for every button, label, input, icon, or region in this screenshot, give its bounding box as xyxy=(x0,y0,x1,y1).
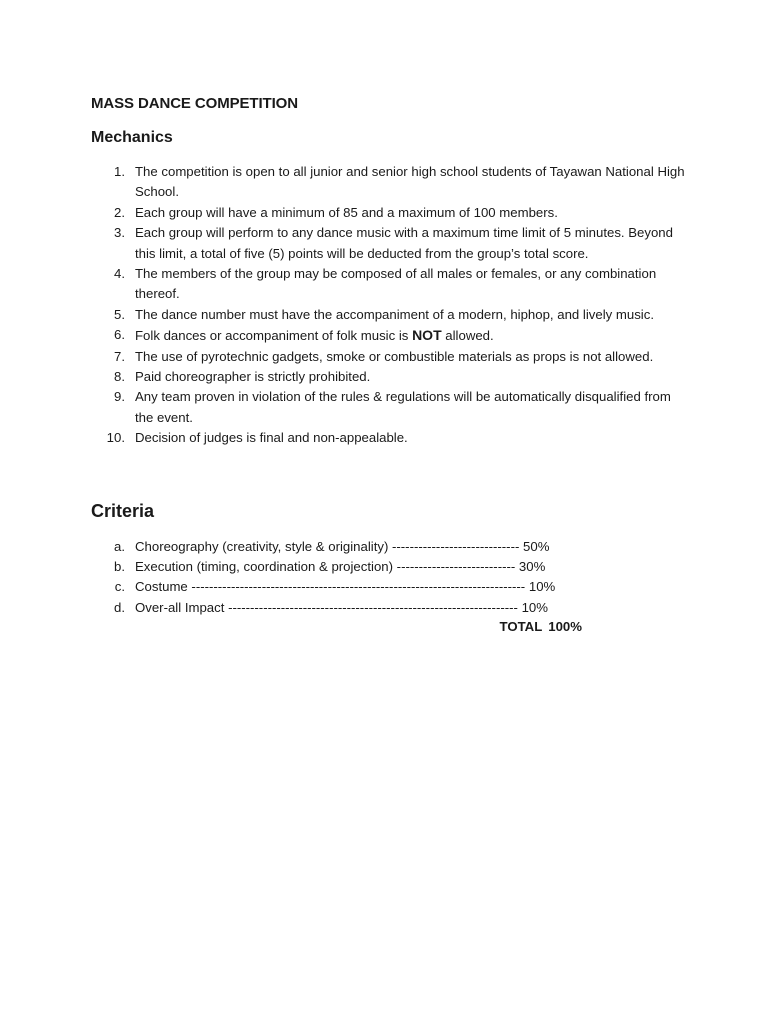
mechanics-item-number: 2. xyxy=(114,204,125,220)
mechanics-item-number: 3. xyxy=(114,225,125,241)
criteria-item xyxy=(91,577,611,597)
emphasis-not: NOT xyxy=(412,327,442,344)
mechanics-item xyxy=(91,305,691,325)
total-label: TOTAL xyxy=(499,619,543,634)
mechanics-item-number: 9. xyxy=(114,389,125,405)
criteria-item xyxy=(91,557,611,577)
criteria-item-letter: c. xyxy=(114,579,125,595)
mechanics-item xyxy=(91,203,691,223)
mechanics-item-text: Each group will perform to any dance music with a maximum time limit of 5 minutes. Beyond this limit, a total of five (5) points will be deducted from the group’s total score. xyxy=(135,225,673,261)
criteria-item-text: Over-all Impact ------------------------------------------------------------------ 10% xyxy=(135,599,548,615)
criteria-item-text: Execution (timing, coordination & projection) --------------------------- 30% xyxy=(135,559,546,575)
criteria-item-text: Choreography (creativity, style & originality) ----------------------------- 50% xyxy=(135,539,550,554)
mechanics-item-text xyxy=(135,328,494,343)
criteria-item-text: Costume ---------------------------------------------------------------------------- 10% xyxy=(135,579,556,595)
criteria-heading: Criteria xyxy=(91,501,155,521)
criteria-total xyxy=(440,619,582,634)
mechanics-item xyxy=(91,347,691,367)
mechanics-item-number: 5. xyxy=(114,306,125,322)
mechanics-item-text-before: Folk dances or accompaniment of folk music is xyxy=(135,328,413,344)
criteria-item-letter: d. xyxy=(114,599,125,615)
mechanics-heading: Mechanics xyxy=(91,129,173,146)
mechanics-item-number: 7. xyxy=(114,348,125,364)
mechanics-item xyxy=(91,223,691,264)
mechanics-item-text: Paid choreographer is strictly prohibited. xyxy=(135,369,371,385)
mechanics-item xyxy=(91,162,691,203)
mechanics-item-text: The use of pyrotechnic gadgets, smoke or combustible materials as props is not allowed. xyxy=(135,348,654,364)
mechanics-item-text: The competition is open to all junior and senior high school students of Tayawan National High School. xyxy=(135,164,685,200)
mechanics-list xyxy=(91,162,691,449)
mechanics-item-text: The dance number must have the accompaniment of a modern, hiphop, and lively music. xyxy=(135,306,654,322)
mechanics-item xyxy=(91,387,691,428)
mechanics-item-text: Any team proven in violation of the rules & regulations will be automatically disqualified from the event. xyxy=(135,389,671,425)
mechanics-item-number: 4. xyxy=(114,266,125,282)
criteria-item xyxy=(91,598,611,618)
mechanics-item-number: 1. xyxy=(114,164,125,179)
mechanics-item-number: 8. xyxy=(114,369,125,385)
mechanics-item xyxy=(91,325,691,346)
mechanics-item-text: Each group will have a minimum of 85 and a maximum of 100 members. xyxy=(135,204,558,220)
criteria-item-letter: b. xyxy=(114,559,125,575)
total-value: 100% xyxy=(548,619,582,634)
mechanics-item xyxy=(91,428,691,448)
criteria-item xyxy=(91,537,611,557)
mechanics-item xyxy=(91,264,691,305)
mechanics-item xyxy=(91,367,691,387)
mechanics-item-text-after: allowed. xyxy=(441,328,494,344)
document-title: MASS DANCE COMPETITION xyxy=(91,95,298,112)
criteria-item-letter: a. xyxy=(114,539,125,554)
mechanics-item-number: 6. xyxy=(114,327,125,343)
mechanics-item-text: The members of the group may be composed of all males or females, or any combination thereof. xyxy=(135,266,657,302)
mechanics-item-text: Decision of judges is final and non-appealable. xyxy=(135,430,408,446)
mechanics-item-number: 10. xyxy=(106,430,125,446)
criteria-list xyxy=(91,537,611,618)
